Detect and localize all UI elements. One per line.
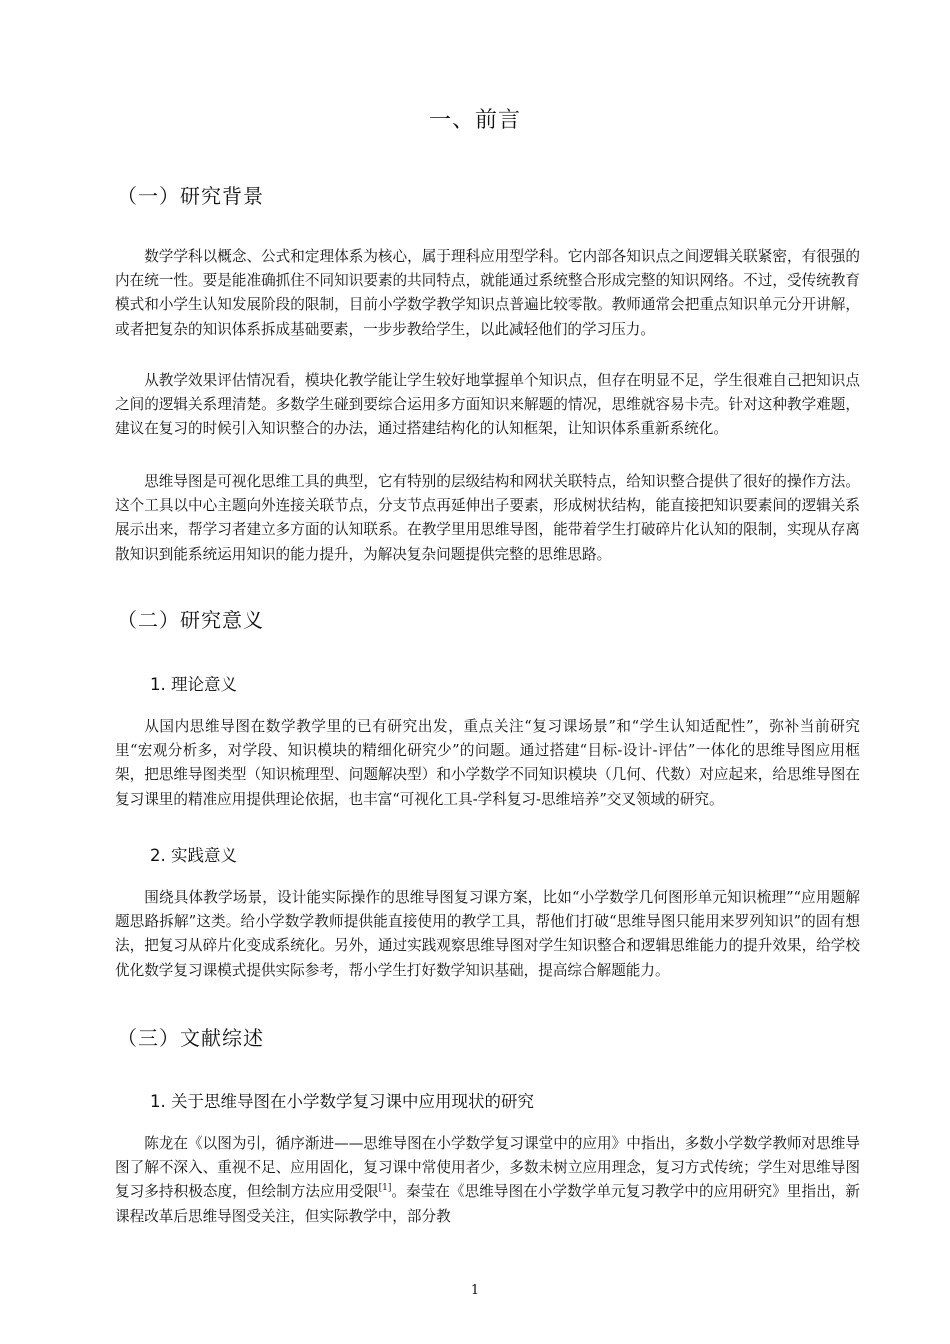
- section-heading-literature: （三）文献综述: [117, 1026, 264, 1050]
- subheading-theory: 1. 理论意义: [150, 675, 237, 694]
- paragraph-background-1: 数学学科以概念、公式和定理体系为核心，属于理科应用型学科。它内部各知识点之间逻辑关联紧密，有很强的内在统一性。要是能准确抓住不同知识要素的共同特点，就能通过系统整合形成完整的知识网络。不过，受传统教育模式和小学生认知发展阶段的限制，目前小学数学教学知识点普遍比较零散。教师通常会把重点知识单元分开讲解，或者把复杂的知识体系拆成基础要素，一步步教给学生，以此减轻他们的学习压力。: [115, 248, 860, 338]
- paragraph-theory: 从国内思维导图在数学教学里的已有研究出发，重点关注“复习课场景”和“学生认知适配性”，弥补当前研究里“宏观分析多，对学段、知识模块的精细化研究少”的问题。通过搭建“目标-设计-评估”一体化的思维导图应用框架，把思维导图类型（知识梳理型、问题解决型）和小学数学不同知识模块（几何、代数）对应起来，给思维导图在复习课里的精准应用提供理论依据，也丰富“可视化工具-学科复习-思维培养”交叉领域的研究。: [115, 718, 860, 808]
- subheading-literature-status: 1. 关于思维导图在小学数学复习课中应用现状的研究: [150, 1092, 534, 1111]
- section-heading-background: （一）研究背景: [117, 184, 264, 208]
- citation-1[interactable]: [1]: [378, 1183, 392, 1194]
- page-number: 1: [470, 1283, 480, 1298]
- chapter-title: 一、前言: [428, 108, 521, 133]
- section-heading-significance: （二）研究意义: [117, 608, 264, 632]
- paragraph-literature-1-part-a: 陈龙在《以图为引，循序渐进——思维导图在小学数学复习课堂中的应用》中指出，多数小学数学教师对思维导图了解不深入、重视不足、应用固化，复习课中常使用者少，多数未树立应用理念，复习方式传统；学生对思维导图复习多持积极态度，但绘制方法应用受限: [115, 1135, 860, 1201]
- paragraph-literature-1-part-b: 。秦莹在《思维导图在小学数学单元复习教学中的应用研究》里指出，新课程改革后思维导图受关注，但实际教学中，部分教: [115, 1183, 860, 1225]
- paragraph-background-2: 从教学效果评估情况看，模块化教学能让学生较好地掌握单个知识点，但存在明显不足，学生很难自己把知识点之间的逻辑关系理清楚。多数学生碰到要综合运用多方面知识来解题的情况，思维就容易卡壳。针对这种教学难题，建议在复习的时候引入知识整合的办法，通过搭建结构化的认知框架，让知识体系重新系统化。: [115, 372, 860, 438]
- paragraph-literature-1: [115, 1132, 860, 1229]
- subheading-practice: 2. 实践意义: [150, 846, 237, 865]
- paragraph-practice: 围绕具体教学场景，设计能实际操作的思维导图复习课方案，比如“小学数学几何图形单元知识梳理”“应用题解题思路拆解”这类。给小学数学教师提供能直接使用的教学工具，帮他们打破“思维导图只能用来罗列知识”的固有想法，把复习从碎片化变成系统化。另外，通过实践观察思维导图对学生知识整合和逻辑思维能力的提升效果，给学校优化数学复习课模式提供实际参考，帮小学生打好数学知识基础，提高综合解题能力。: [115, 889, 860, 979]
- paragraph-background-3: 思维导图是可视化思维工具的典型，它有特别的层级结构和网状关联特点，给知识整合提供了很好的操作方法。这个工具以中心主题向外连接关联节点，分支节点再延伸出子要素，形成树状结构，能直接把知识要素间的逻辑关系展示出来，帮学习者建立多方面的认知联系。在教学里用思维导图，能带着学生打破碎片化认知的限制，实现从存离散知识到能系统运用知识的能力提升，为解决复杂问题提供完整的思维思路。: [115, 473, 860, 563]
